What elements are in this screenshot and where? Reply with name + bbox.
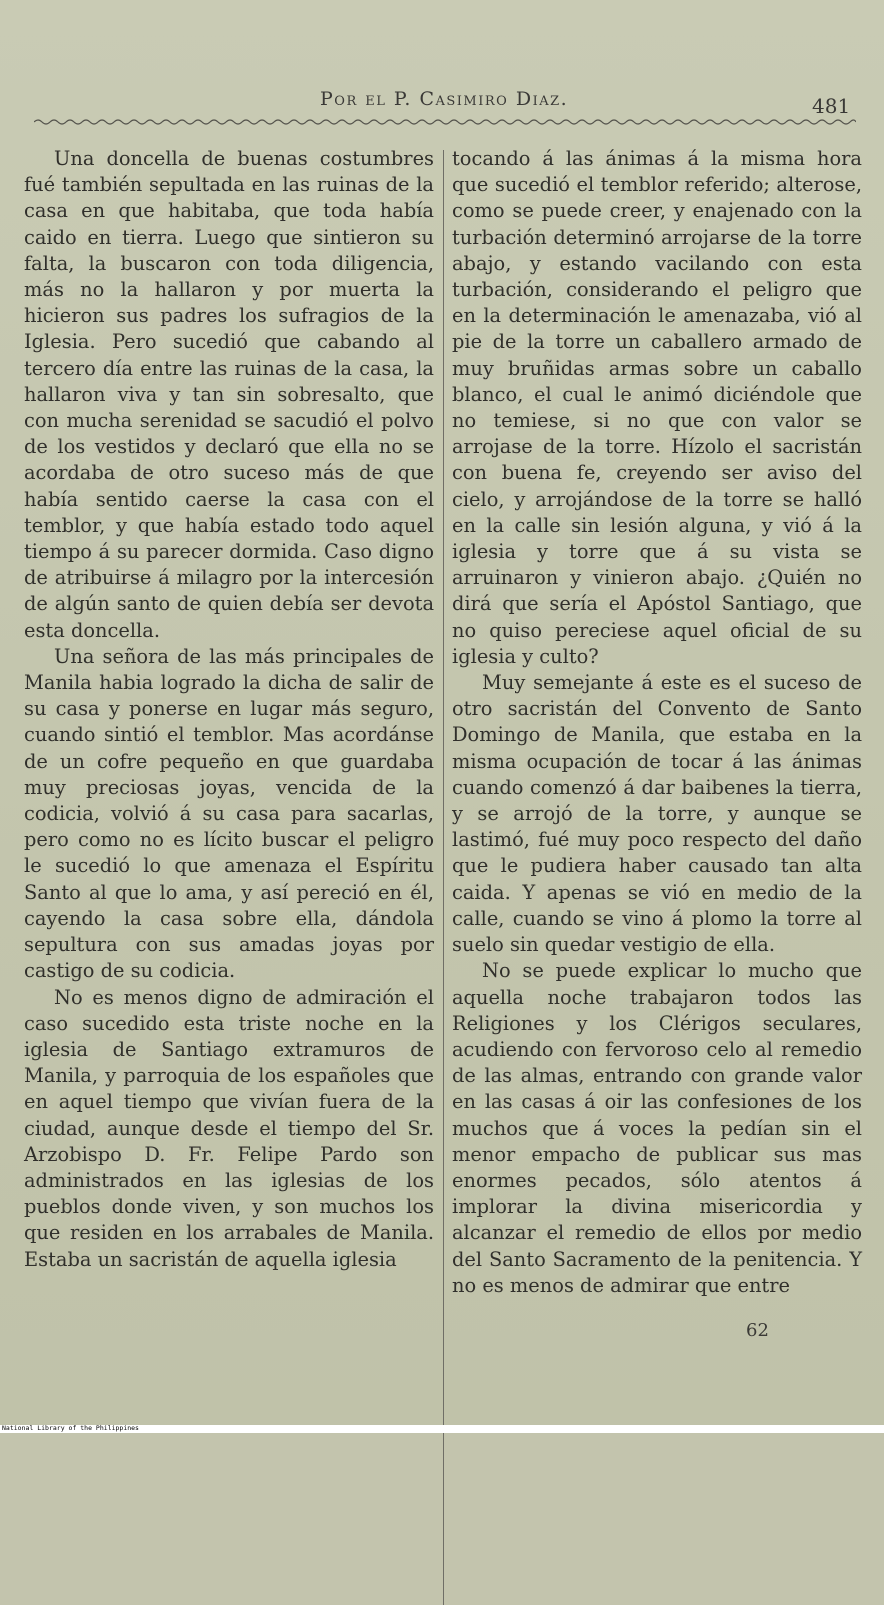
page-header [0, 86, 884, 116]
page-number: 481 [812, 94, 851, 118]
column-divider [443, 150, 444, 1605]
running-head: Por el P. Casimiro Diaz. [320, 88, 569, 110]
paragraph: tocando á las ánimas á la misma hora que sucedió el temblor referido; alterose, como se puede creer, y enajenado con la turbación determinó arrojarse de la torre abajo, y estando vacilando con esta turbación, considerando el peligro que en la determinación le amenazaba, vió al pie de la torre un caballero armado de muy bruñidas armas sobre un caballo blanco, el cual le animó diciéndole que no temiese, si no que con valor se arrojase de la torre. Hízolo el sacristán con buena fe, creyendo ser aviso del cielo, y arrojándose de la torre se halló en la calle sin lesión alguna, y vió á la iglesia y torre que á su vista se arruinaron y vinieron abajo. ¿Quién no dirá que sería el Apóstol Santiago, que no quiso pereciese aquel oficial de su iglesia y culto? [452, 147, 862, 668]
footer-credit: National Library of the Philippines [2, 1424, 139, 1432]
paragraph: Una señora de las más principales de Manila habia logrado la dicha de salir de su casa y ponerse en lugar más seguro, cuando sintió el temblor. Mas acordánse de un cofre pequeño en que guardaba muy preciosas joyas, vencida de la codicia, volvió á su casa para sacarlas, pero como no es lícito buscar el peligro le sucedió lo que amenaza el Espíritu Santo al que lo ama, y así pereció en él, cayendo la casa sobre ella, dándola sepultura con sus amadas joyas por castigo de su codicia. [24, 644, 434, 983]
paragraph: No es menos digno de admiración el caso sucedido esta triste noche en la iglesia de Santiago extramuros de Manila, y parroquia de los españoles que en aquel tiempo que vivían fuera de la ciudad, aunque desde el tiempo del Sr. Arzobispo D. Fr. Felipe Pardo son administrados en las iglesias de los pueblos donde viven, y son muchos los que residen en los arrabales de Manila. Estaba un sacristán de aquella iglesia [24, 985, 434, 1271]
left-column [24, 146, 434, 1273]
footer-strip [0, 1425, 884, 1433]
decorative-wavy-rule [34, 118, 856, 126]
signature-mark: 62 [746, 1320, 769, 1341]
paragraph: Una doncella de buenas costumbres fué también sepultada en las ruinas de la casa en que habitaba, que toda había caido en tierra. Luego que sintieron su falta, la buscaron con toda diligencia, más no la hallaron y por muerta la hicieron sus padres los sufragios de la Iglesia. Pero sucedió que cabando al tercero día entre las ruinas de la casa, la hallaron viva y tan sin sobresalto, que con mucha serenidad se sacudió el polvo de los vestidos y declaró que ella no se acordaba de otro suceso más de que había sentido caerse la casa con el temblor, y que había estado todo aquel tiempo á su parecer dormida. Caso digno de atribuirse á milagro por la intercesión de algún santo de quien debía ser devota esta doncella. [24, 147, 434, 642]
right-column [452, 146, 862, 1299]
paragraph: Muy semejante á este es el suceso de otro sacristán del Convento de Santo Domingo de Manila, que estaba en la misma ocupación de tocar á las ánimas cuando comenzó á dar baibenes la tierra, y se arrojó de la torre, y aunque se lastimó, fué muy poco respecto del daño que le pudiera haber causado tan alta caida. Y apenas se vió en medio de la calle, cuando se vino á plomo la torre al suelo sin quedar vestigio de ella. [452, 671, 862, 957]
paragraph: No se puede explicar lo mucho que aquella noche trabajaron todos las Religiones y los Clérigos seculares, acudiendo con fervoroso celo al remedio de las almas, entrando con grande valor en las casas á oir las confesiones de los muchos que á voces la pedían sin el menor empacho de publicar sus mas enormes pecados, sólo atentos á implorar la divina misericordia y alcanzar el remedio de ellos por medio del Santo Sacramento de la penitencia. Y no es menos de admirar que entre [452, 959, 862, 1297]
